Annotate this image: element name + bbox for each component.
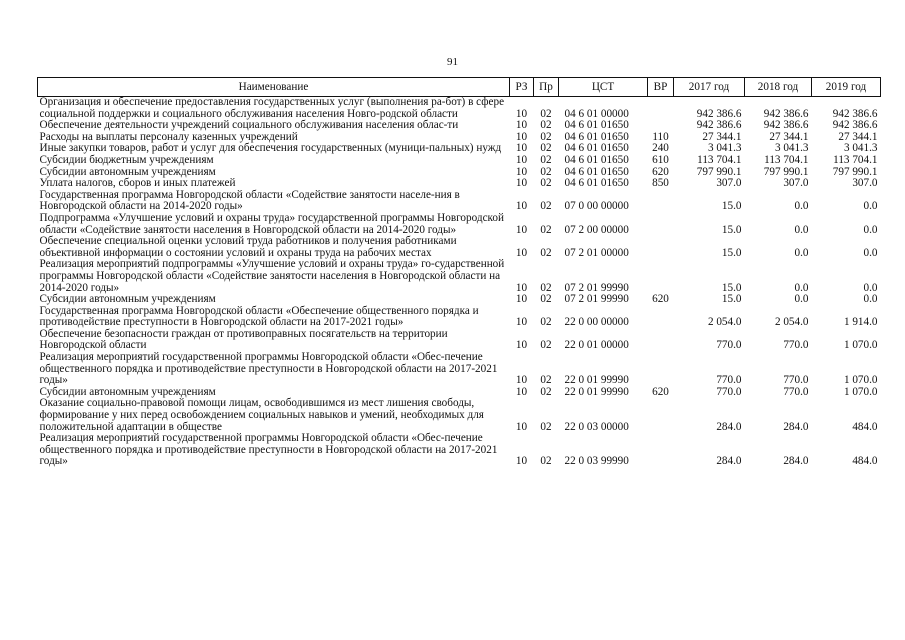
cell-name: Реализация мероприятий государственной программы Новгородской области «Обес-печение общественного порядка и противодействие преступности в Новгородской области на 2017-2021 годы» bbox=[39, 432, 498, 468]
cell-pr: 02 bbox=[540, 455, 552, 468]
cell-2019: 484.0 bbox=[852, 420, 878, 433]
table-row bbox=[38, 178, 881, 190]
cell-2017: 15.0 bbox=[721, 293, 742, 306]
cell-vr: 620 bbox=[652, 293, 669, 306]
cell-2018: 942 386.6 bbox=[763, 107, 809, 120]
cell-rz: 10 bbox=[515, 374, 528, 387]
cell-vr: 620 bbox=[652, 385, 669, 398]
cell-vr bbox=[648, 306, 674, 329]
cell-2017: 942 386.6 bbox=[696, 119, 742, 132]
cell-2018: 770.0 bbox=[783, 374, 809, 387]
table-row bbox=[38, 398, 881, 433]
cell-cst: 07 2 01 99990 bbox=[564, 293, 629, 306]
cell-2018: 3 041.3 bbox=[774, 142, 809, 155]
cell-2019: 0.0 bbox=[863, 246, 878, 259]
cell-cst: 22 0 00 00000 bbox=[564, 316, 629, 329]
cell-vr bbox=[648, 433, 674, 468]
cell-name: Подпрограмма «Улучшение условий и охраны труда» государственной программы Новгородской области «Содействие занятости населения в Новгородской области на 2014-2020 годы» bbox=[39, 211, 504, 236]
cell-name: Субсидии автономным учреждениям bbox=[39, 293, 216, 306]
cell-2019: 3 041.3 bbox=[843, 142, 878, 155]
table-row bbox=[38, 329, 881, 352]
cell-2019: 307.0 bbox=[852, 177, 878, 190]
cell-name: Субсидии бюджетным учреждениям bbox=[39, 153, 214, 166]
cell-2017: 15.0 bbox=[721, 281, 742, 294]
cell-name: Расходы на выплаты персоналу казенных учреждений bbox=[39, 130, 298, 143]
cell-pr: 02 bbox=[540, 177, 552, 190]
cell-name: Обеспечение деятельности учреждений социального обслуживания населения облас-ти bbox=[39, 119, 459, 132]
cell-cst: 22 0 03 99990 bbox=[564, 455, 629, 468]
budget-table-container bbox=[37, 77, 880, 468]
cell-name: Субсидии автономным учреждениям bbox=[39, 385, 216, 398]
cell-name: Государственная программа Новгородской области «Обеспечение общественного порядка и противодействие преступности в Новгородской области на 2017-2021 годы» bbox=[39, 304, 479, 329]
cell-rz: 10 bbox=[515, 142, 528, 155]
cell-rz: 10 bbox=[515, 177, 528, 190]
cell-pr: 02 bbox=[540, 246, 552, 259]
cell-vr bbox=[648, 352, 674, 387]
cell-2018: 0.0 bbox=[794, 223, 809, 236]
cell-cst: 07 2 00 00000 bbox=[564, 223, 629, 236]
cell-rz: 10 bbox=[515, 455, 528, 468]
table-row bbox=[38, 352, 881, 387]
cell-2018: 0.0 bbox=[794, 246, 809, 259]
cell-cst: 04 6 01 01650 bbox=[564, 177, 629, 190]
cell-rz: 10 bbox=[515, 223, 528, 236]
table-row bbox=[38, 190, 881, 213]
cell-cst: 07 2 01 00000 bbox=[564, 246, 629, 259]
cell-2019: 0.0 bbox=[863, 293, 878, 306]
cell-cst: 04 6 01 01650 bbox=[564, 165, 629, 178]
cell-2017: 284.0 bbox=[716, 420, 742, 433]
cell-name: Иные закупки товаров, работ и услуг для обеспечения государственных (муници-пальных) нужд bbox=[39, 142, 502, 155]
cell-2019: 1 914.0 bbox=[843, 316, 878, 329]
cell-2018: 0.0 bbox=[794, 293, 809, 306]
column-header-name: Наименование bbox=[38, 78, 510, 97]
cell-cst: 04 6 01 01650 bbox=[564, 130, 629, 143]
cell-2017: 307.0 bbox=[716, 177, 742, 190]
cell-rz: 10 bbox=[515, 246, 528, 259]
cell-rz: 10 bbox=[515, 385, 528, 398]
cell-vr: 240 bbox=[652, 142, 669, 155]
cell-name: Реализация мероприятий подпрограммы «Улучшение условий и охраны труда» го-сударственной программы Новгородской области «Содействие занятости населения в Новгородской области на 2014-2020 годы» bbox=[39, 258, 505, 294]
table-row bbox=[38, 294, 881, 306]
table-row bbox=[38, 259, 881, 294]
cell-name: Субсидии автономным учреждениям bbox=[39, 165, 216, 178]
cell-pr: 02 bbox=[540, 165, 552, 178]
cell-2018: 770.0 bbox=[783, 339, 809, 352]
cell-name: Обеспечение безопасности граждан от противоправных посягательств на территории Новгородской области bbox=[39, 327, 448, 352]
cell-2017: 2 054.0 bbox=[707, 316, 742, 329]
cell-2019: 0.0 bbox=[863, 200, 878, 213]
cell-vr bbox=[648, 97, 674, 121]
cell-rz: 10 bbox=[515, 281, 528, 294]
cell-2017: 15.0 bbox=[721, 200, 742, 213]
cell-vr bbox=[648, 213, 674, 236]
cell-rz: 10 bbox=[515, 293, 528, 306]
cell-cst: 07 2 01 99990 bbox=[564, 281, 629, 294]
cell-vr bbox=[648, 398, 674, 433]
cell-2019: 797 990.1 bbox=[832, 165, 878, 178]
cell-cst: 04 6 01 00000 bbox=[564, 107, 629, 120]
cell-2019: 942 386.6 bbox=[832, 119, 878, 132]
column-header-2019: 2019 год bbox=[812, 78, 881, 97]
cell-2017: 770.0 bbox=[716, 385, 742, 398]
cell-2018: 307.0 bbox=[783, 177, 809, 190]
table-body bbox=[38, 97, 881, 469]
cell-name: Уплата налогов, сборов и иных платежей bbox=[39, 177, 236, 190]
table-row bbox=[38, 213, 881, 236]
table-row bbox=[38, 155, 881, 167]
table-row bbox=[38, 97, 881, 121]
cell-cst: 22 0 03 00000 bbox=[564, 420, 629, 433]
cell-cst: 04 6 01 01650 bbox=[564, 153, 629, 166]
column-header-vr: ВР bbox=[648, 78, 674, 97]
cell-vr bbox=[648, 190, 674, 213]
cell-2017: 770.0 bbox=[716, 339, 742, 352]
table-row bbox=[38, 306, 881, 329]
cell-2019: 113 704.1 bbox=[833, 153, 878, 166]
cell-pr: 02 bbox=[540, 281, 552, 294]
budget-table bbox=[37, 77, 881, 468]
cell-rz: 10 bbox=[515, 316, 528, 329]
cell-name: Обеспечение специальной оценки условий труда работников и получения работниками объективной информации о состоянии условий и охраны труда на рабочих местах bbox=[39, 235, 457, 259]
cell-cst: 04 6 01 01650 bbox=[564, 142, 629, 155]
cell-rz: 10 bbox=[515, 165, 528, 178]
column-header-2017: 2017 год bbox=[674, 78, 745, 97]
cell-vr: 110 bbox=[652, 130, 669, 143]
cell-2017: 27 344.1 bbox=[702, 130, 742, 143]
cell-2019: 0.0 bbox=[863, 223, 878, 236]
cell-2019: 1 070.0 bbox=[843, 339, 878, 352]
cell-pr: 02 bbox=[540, 153, 552, 166]
cell-name: Реализация мероприятий государственной программы Новгородской области «Обес-печение общественного порядка и противодействие преступности в Новгородской области на 2017-2021 годы» bbox=[39, 351, 498, 387]
cell-2018: 113 704.1 bbox=[764, 153, 809, 166]
table-row bbox=[38, 433, 881, 468]
cell-cst: 22 0 01 00000 bbox=[564, 339, 629, 352]
cell-2019: 1 070.0 bbox=[843, 385, 878, 398]
cell-cst: 07 0 00 00000 bbox=[564, 200, 629, 213]
column-header-rz: РЗ bbox=[510, 78, 534, 97]
cell-pr: 02 bbox=[540, 107, 552, 120]
cell-pr: 02 bbox=[540, 339, 552, 352]
cell-2018: 797 990.1 bbox=[763, 165, 809, 178]
column-header-2018: 2018 год bbox=[745, 78, 812, 97]
cell-2017: 15.0 bbox=[721, 246, 742, 259]
cell-vr: 620 bbox=[652, 165, 669, 178]
cell-2019: 484.0 bbox=[852, 455, 878, 468]
cell-rz: 10 bbox=[515, 200, 528, 213]
cell-2018: 0.0 bbox=[794, 200, 809, 213]
cell-2019: 942 386.6 bbox=[832, 107, 878, 120]
cell-2017: 3 041.3 bbox=[707, 142, 742, 155]
table-row bbox=[38, 236, 881, 259]
cell-2018: 284.0 bbox=[783, 420, 809, 433]
cell-rz: 10 bbox=[515, 130, 528, 143]
cell-cst: 22 0 01 99990 bbox=[564, 385, 629, 398]
cell-2019: 27 344.1 bbox=[838, 130, 878, 143]
cell-pr: 02 bbox=[540, 119, 552, 132]
cell-2017: 797 990.1 bbox=[696, 165, 742, 178]
cell-pr: 02 bbox=[540, 374, 552, 387]
cell-pr: 02 bbox=[540, 142, 552, 155]
cell-rz: 10 bbox=[515, 339, 528, 352]
cell-pr: 02 bbox=[540, 200, 552, 213]
cell-pr: 02 bbox=[540, 293, 552, 306]
cell-pr: 02 bbox=[540, 223, 552, 236]
page-number: 91 bbox=[447, 56, 458, 68]
cell-2018: 0.0 bbox=[794, 281, 809, 294]
cell-name: Оказание социально-правовой помощи лицам, освободившимся из мест лишения свободы, формирование у них перед освобождением социальных навыков и умений, необходимых для положительной адаптации в обществе bbox=[39, 397, 484, 433]
cell-rz: 10 bbox=[515, 119, 528, 132]
cell-2019: 0.0 bbox=[863, 281, 878, 294]
cell-name: Организация и обеспечение предоставления государственных услуг (выполнения ра-бот) в сфере социальной поддержки и социального обслуживания населения Новго-родской области bbox=[39, 96, 505, 120]
cell-pr: 02 bbox=[540, 316, 552, 329]
cell-pr: 02 bbox=[540, 130, 552, 143]
cell-vr bbox=[648, 259, 674, 294]
column-header-pr: Пр bbox=[534, 78, 559, 97]
cell-2017: 770.0 bbox=[716, 374, 742, 387]
cell-name: Государственная программа Новгородской области «Содействие занятости населе-ния в Новгородской области на 2014-2020 годы» bbox=[39, 188, 460, 213]
cell-rz: 10 bbox=[515, 420, 528, 433]
cell-2018: 27 344.1 bbox=[769, 130, 809, 143]
cell-2018: 284.0 bbox=[783, 455, 809, 468]
cell-rz: 10 bbox=[515, 107, 528, 120]
cell-2017: 113 704.1 bbox=[697, 153, 742, 166]
cell-pr: 02 bbox=[540, 420, 552, 433]
cell-2018: 2 054.0 bbox=[774, 316, 809, 329]
table-header-row bbox=[38, 78, 881, 97]
cell-vr bbox=[648, 329, 674, 352]
cell-vr bbox=[648, 236, 674, 259]
cell-2018: 942 386.6 bbox=[763, 119, 809, 132]
cell-2017: 15.0 bbox=[721, 223, 742, 236]
cell-cst: 22 0 01 99990 bbox=[564, 374, 629, 387]
cell-2017: 942 386.6 bbox=[696, 107, 742, 120]
cell-pr: 02 bbox=[540, 385, 552, 398]
cell-rz: 10 bbox=[515, 153, 528, 166]
cell-vr: 610 bbox=[652, 153, 669, 166]
cell-vr: 850 bbox=[652, 177, 669, 190]
cell-cst: 04 6 01 01650 bbox=[564, 119, 629, 132]
cell-2018: 770.0 bbox=[783, 385, 809, 398]
cell-2019: 1 070.0 bbox=[843, 374, 878, 387]
cell-2017: 284.0 bbox=[716, 455, 742, 468]
column-header-cst: ЦСТ bbox=[559, 78, 648, 97]
